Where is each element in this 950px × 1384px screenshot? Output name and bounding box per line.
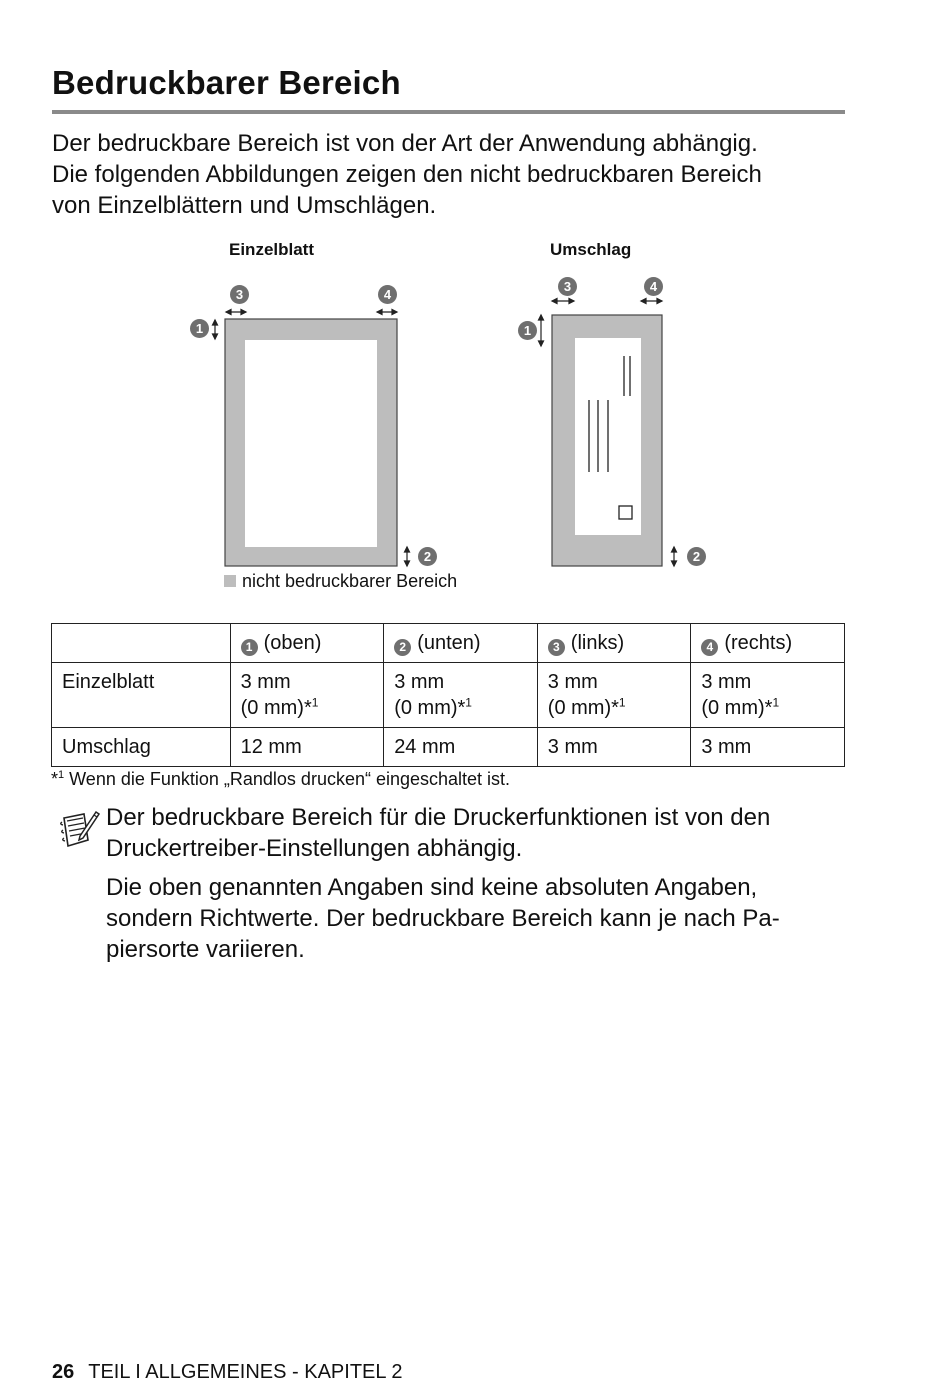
sheet-figure-label: Einzelblatt xyxy=(229,240,315,259)
envelope-diagram xyxy=(552,315,662,566)
footnote-text: Wenn die Funktion „Randlos drucken“ eingeschaltet ist. xyxy=(64,769,511,789)
table-row xyxy=(52,728,845,767)
cell-note: (0 mm)* xyxy=(394,697,466,719)
sheet-right-margin-arrow xyxy=(377,310,397,315)
printable-area-diagram xyxy=(0,0,950,620)
cell-note: (0 mm)* xyxy=(701,697,773,719)
table-cell xyxy=(537,663,691,728)
marker-4-icon: 4 xyxy=(701,639,718,656)
note-line: Die oben genannten Angaben sind keine absoluten Angaben, xyxy=(106,874,758,901)
marker-3-icon: 3 xyxy=(230,285,249,304)
table-cell xyxy=(384,663,538,728)
marker-3-icon: 3 xyxy=(558,277,577,296)
table-cell: 12 mm xyxy=(230,728,384,767)
table-header-cell xyxy=(230,624,384,663)
note-block xyxy=(106,802,851,973)
row-label: Umschlag xyxy=(52,728,231,767)
table-cell: 3 mm xyxy=(537,728,691,767)
sheet-left-margin-arrow xyxy=(226,310,246,315)
note-line: sondern Richtwerte. Der bedruckbare Bereich kann je nach Pa- xyxy=(106,905,780,932)
header-rechts: (rechts) xyxy=(724,632,793,654)
sheet-bottom-margin-arrow xyxy=(405,547,410,566)
marker-1-icon: 1 xyxy=(190,319,209,338)
cell-value: 3 mm xyxy=(240,671,291,693)
note-paragraph-1 xyxy=(106,802,851,864)
table-row xyxy=(52,663,845,728)
footnote xyxy=(51,769,510,790)
legend-text: nicht bedruckbarer Bereich xyxy=(242,571,458,591)
cell-value: 3 mm xyxy=(701,671,752,693)
row-label: Einzelblatt xyxy=(52,663,231,728)
page-title: Bedruckbarer Bereich xyxy=(52,64,401,101)
table-cell: 24 mm xyxy=(384,728,538,767)
envelope-left-margin-arrow xyxy=(552,299,574,304)
marker-3-icon: 3 xyxy=(548,639,565,656)
page-number: 26 xyxy=(52,1361,75,1383)
table-header-cell xyxy=(691,624,845,663)
intro-line: Die folgenden Abbildungen zeigen den nicht bedruckbaren Bereich xyxy=(52,161,762,188)
table-cell: 3 mm xyxy=(691,728,845,767)
cell-note-sup: 1 xyxy=(772,695,780,710)
table-cell xyxy=(230,663,384,728)
header-links: (links) xyxy=(570,632,625,654)
cell-value: 3 mm xyxy=(547,671,598,693)
note-line: Der bedruckbare Bereich für die Druckerfunktionen ist von den xyxy=(106,804,771,831)
table-cell xyxy=(691,663,845,728)
note-line: piersorte variieren. xyxy=(106,936,305,963)
cell-note: (0 mm)* xyxy=(547,697,619,719)
marker-2-icon: 2 xyxy=(394,639,411,656)
marker-4-icon: 4 xyxy=(644,277,663,296)
cell-note-sup: 1 xyxy=(465,695,472,710)
envelope-right-margin-arrow xyxy=(641,299,662,304)
envelope-figure-label: Umschlag xyxy=(550,240,632,259)
envelope-bottom-margin-arrow xyxy=(672,547,677,566)
sheet-top-margin-arrow xyxy=(213,320,218,339)
intro-line: von Einzelblättern und Umschlägen. xyxy=(52,192,437,219)
header-unten: (unten) xyxy=(417,632,481,654)
note-line: Druckertreiber-Einstellungen abhängig. xyxy=(106,835,523,862)
marker-2-icon: 2 xyxy=(418,547,437,566)
footnote-sup: 1 xyxy=(58,769,65,781)
table-header-row xyxy=(52,624,845,663)
cell-value: 3 mm xyxy=(394,671,445,693)
figure-legend xyxy=(224,571,457,592)
cell-note-sup: 1 xyxy=(618,695,626,710)
legend-swatch xyxy=(224,575,236,587)
envelope-top-margin-arrow xyxy=(539,315,544,346)
note-pencil-icon xyxy=(58,806,100,852)
header-oben: (oben) xyxy=(263,632,322,654)
marker-1-icon: 1 xyxy=(241,639,258,656)
footnote-marker: * xyxy=(51,769,59,789)
sheet-diagram xyxy=(225,319,397,566)
page-footer xyxy=(52,1361,402,1384)
marker-4-icon: 4 xyxy=(378,285,397,304)
intro-line: Der bedruckbare Bereich ist von der Art der Anwendung abhängig. xyxy=(52,130,758,157)
table-header-cell xyxy=(384,624,538,663)
footer-chapter: TEIL I ALLGEMEINES - KAPITEL 2 xyxy=(88,1361,403,1383)
note-paragraph-2 xyxy=(106,872,851,965)
table-header-cell xyxy=(52,624,231,663)
marker-1-icon: 1 xyxy=(518,321,537,340)
marker-2-icon: 2 xyxy=(687,547,706,566)
cell-note-sup: 1 xyxy=(311,695,319,710)
cell-note: (0 mm)* xyxy=(240,697,312,719)
margin-table xyxy=(51,623,845,767)
table-header-cell xyxy=(537,624,691,663)
